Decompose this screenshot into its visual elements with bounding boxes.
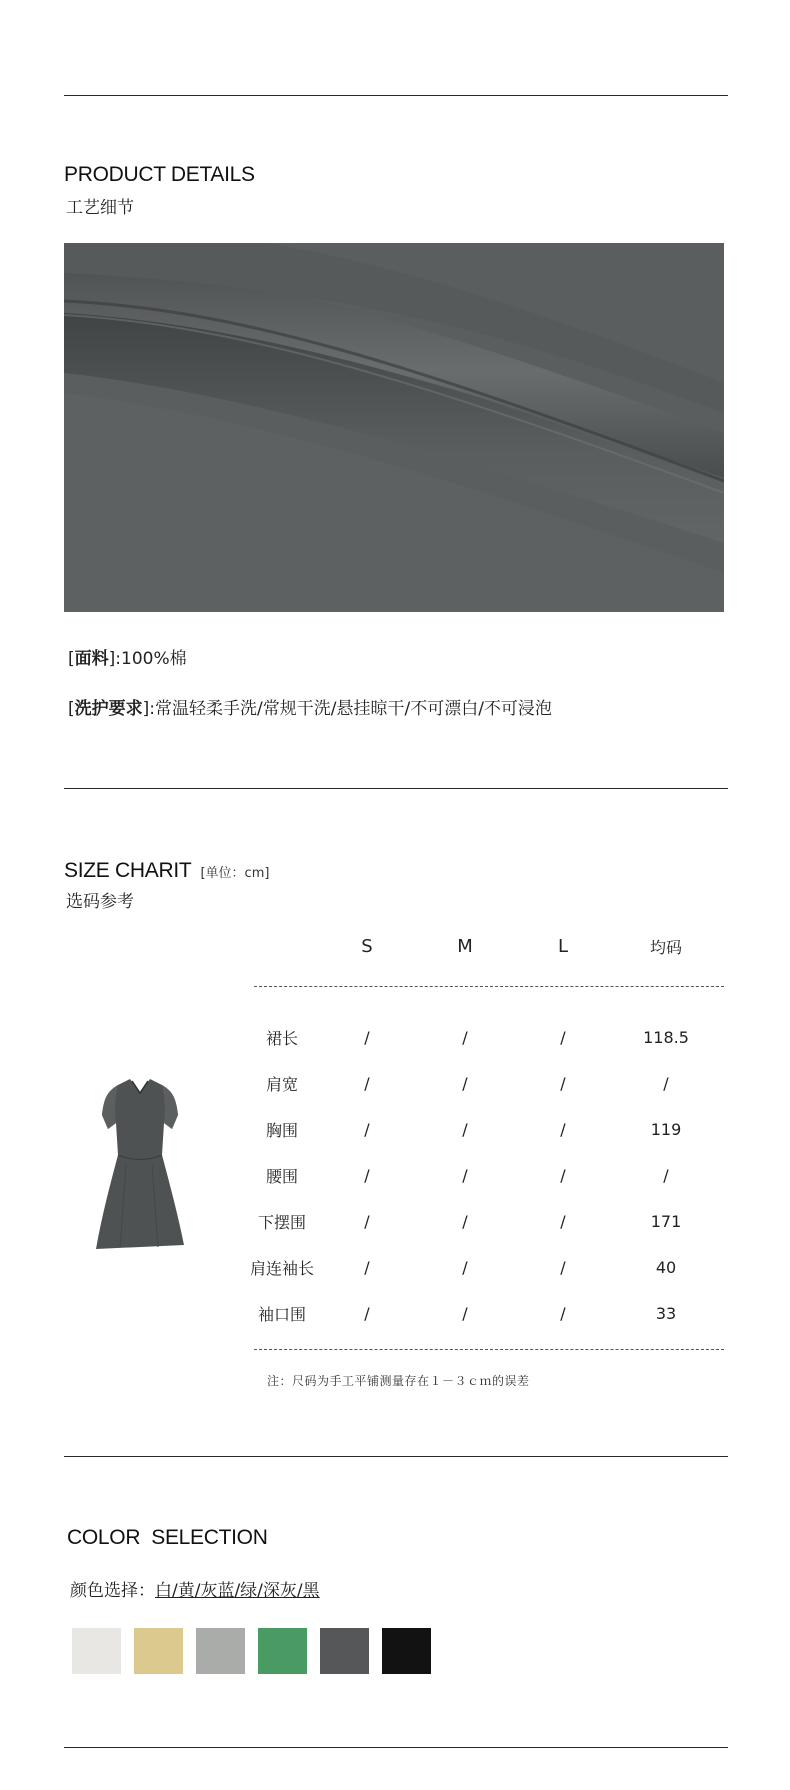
care-label: 洗护要求 xyxy=(74,699,143,719)
cell: / xyxy=(560,1165,566,1185)
cell: / xyxy=(462,1027,468,1047)
fabric-drape-illustration xyxy=(64,243,724,612)
header-size-s: S xyxy=(361,935,373,957)
size-chart-title: SIZE CHARIT xyxy=(64,859,192,882)
cell: / xyxy=(462,1073,468,1093)
swatch-grey-blue[interactable] xyxy=(196,1628,245,1674)
cell: / xyxy=(364,1303,370,1323)
fabric-label: 面料 xyxy=(74,649,109,669)
table-row xyxy=(247,1198,719,1244)
row-label: 袖口围 xyxy=(257,1304,306,1324)
table-row xyxy=(247,1060,719,1106)
row-label: 腰围 xyxy=(265,1166,298,1186)
size-chart-unit: [单位：cm] xyxy=(200,866,270,881)
cell: 118.5 xyxy=(643,1027,689,1047)
swatch-yellow[interactable] xyxy=(134,1628,183,1674)
swatch-white[interactable] xyxy=(72,1628,121,1674)
row-label: 下摆围 xyxy=(257,1212,306,1232)
cell: / xyxy=(364,1119,370,1139)
size-chart-heading xyxy=(64,859,269,883)
cell: / xyxy=(560,1119,566,1139)
header-size-free: 均码 xyxy=(649,937,682,957)
color-selection-title: COLOR SELECTION xyxy=(67,1526,268,1549)
fabric-spec: [面料]:100%棉 xyxy=(68,649,187,669)
size-chart-subtitle: 选码参考 xyxy=(66,892,134,912)
header-size-l: L xyxy=(557,935,569,957)
cell: 119 xyxy=(650,1119,682,1139)
cell: / xyxy=(462,1165,468,1185)
cell: / xyxy=(462,1257,468,1277)
table-row xyxy=(247,1152,719,1198)
fabric-photo xyxy=(64,243,724,612)
care-spec: [洗护要求]:常温轻柔手洗/常规干洗/悬挂晾干/不可漂白/不可浸泡 xyxy=(68,699,552,719)
table-row xyxy=(247,1014,719,1060)
color-options-line xyxy=(70,1576,320,1601)
care-value: :常温轻柔手洗/常规干洗/悬挂晾干/不可漂白/不可浸泡 xyxy=(149,699,552,719)
cell: / xyxy=(560,1073,566,1093)
cell: 171 xyxy=(650,1211,682,1231)
divider-bottom xyxy=(64,1747,728,1748)
cell: / xyxy=(560,1303,566,1323)
row-label: 裙长 xyxy=(265,1028,298,1048)
cell: / xyxy=(560,1211,566,1231)
dress-image xyxy=(92,1075,188,1253)
cell: / xyxy=(560,1027,566,1047)
swatch-black[interactable] xyxy=(382,1628,431,1674)
dress-icon xyxy=(92,1075,188,1253)
row-label: 肩连袖长 xyxy=(249,1258,314,1278)
cell: 40 xyxy=(655,1257,677,1277)
divider-2 xyxy=(64,788,728,789)
header-size-m: M xyxy=(457,935,473,957)
swatch-green[interactable] xyxy=(258,1628,307,1674)
table-row xyxy=(247,1244,719,1290)
cell: / xyxy=(364,1165,370,1185)
product-details-subtitle: 工艺细节 xyxy=(66,198,134,218)
cell: / xyxy=(663,1165,669,1185)
row-label: 肩宽 xyxy=(265,1074,298,1094)
color-label: 颜色选择： xyxy=(70,1581,155,1601)
cell: / xyxy=(364,1257,370,1277)
table-divider-bottom xyxy=(254,1349,724,1350)
color-list: 白/黄/灰蓝/绿/深灰/黑 xyxy=(155,1581,320,1601)
table-row xyxy=(247,1106,719,1152)
header-spacer xyxy=(247,972,719,1014)
size-note: 注：尺码为手工平铺测量存在１－３ｃｍ的误差 xyxy=(267,1374,530,1388)
swatch-dark-grey[interactable] xyxy=(320,1628,369,1674)
fabric-value: :100%棉 xyxy=(115,649,187,669)
cell: / xyxy=(560,1257,566,1277)
cell: 33 xyxy=(655,1303,677,1323)
cell: / xyxy=(462,1119,468,1139)
size-table-header xyxy=(247,920,719,972)
header-empty xyxy=(247,920,317,972)
cell: / xyxy=(462,1303,468,1323)
row-label: 胸围 xyxy=(265,1120,298,1140)
cell: / xyxy=(364,1073,370,1093)
product-details-title: PRODUCT DETAILS xyxy=(64,163,255,186)
table-row xyxy=(247,1290,719,1336)
cell: / xyxy=(364,1027,370,1047)
cell: / xyxy=(462,1211,468,1231)
divider-3 xyxy=(64,1456,728,1457)
size-table xyxy=(247,920,719,1336)
divider-top xyxy=(64,95,728,96)
cell: / xyxy=(364,1211,370,1231)
table-divider-top xyxy=(254,986,724,987)
cell: / xyxy=(663,1073,669,1093)
